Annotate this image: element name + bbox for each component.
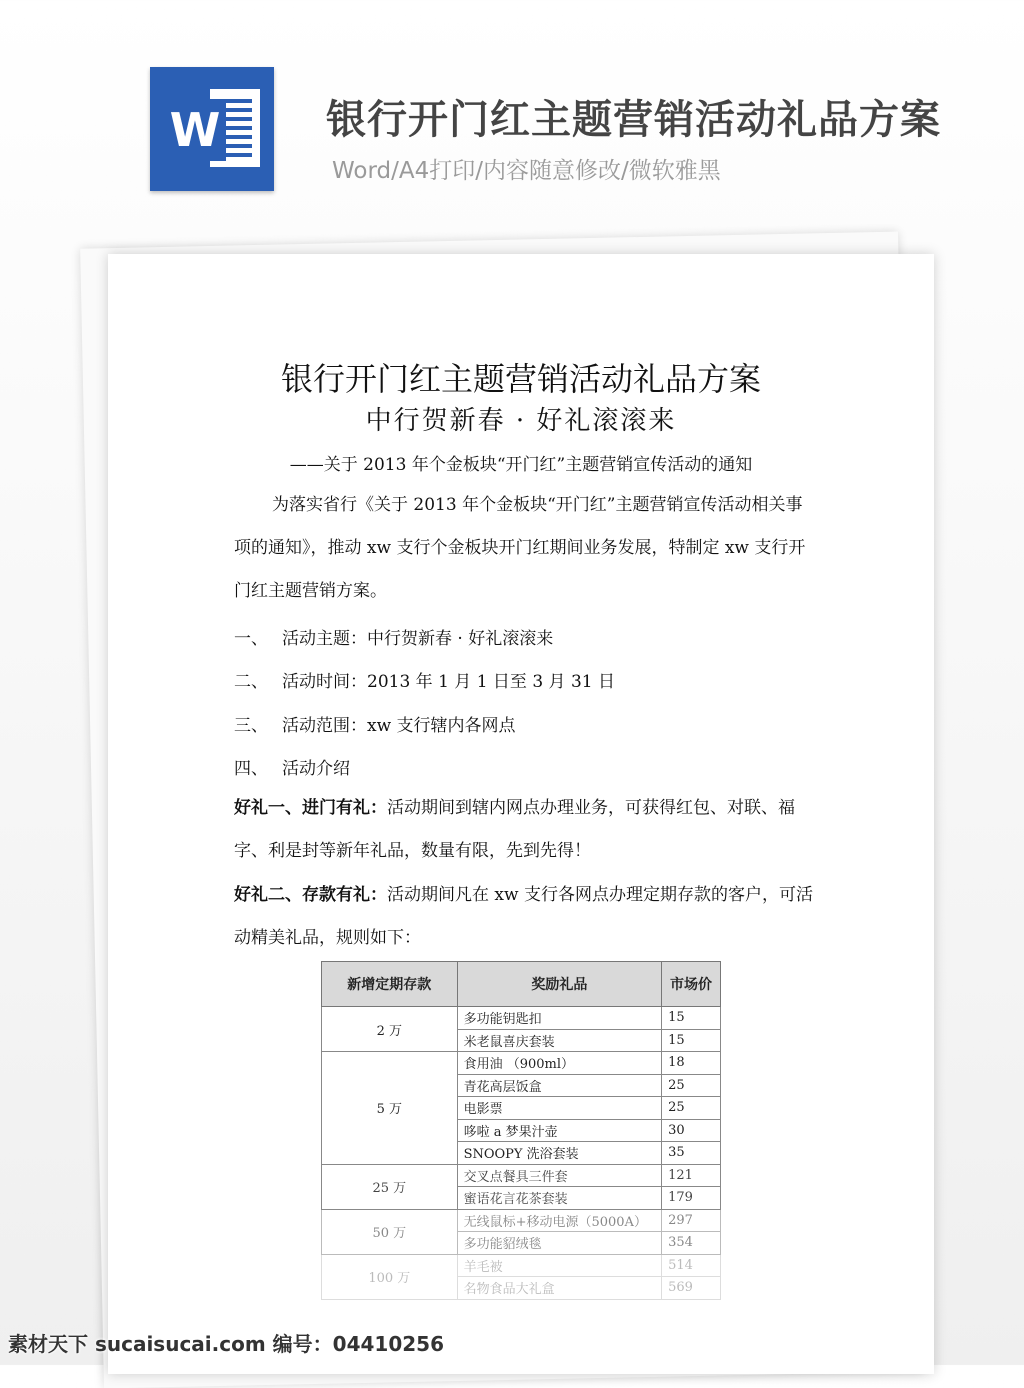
price-cell: 35 [662,1142,721,1165]
column-header-price: 市场价 [662,962,721,1007]
price-cell: 121 [662,1164,721,1187]
list-item [234,711,516,736]
gift1-paragraph [234,787,814,873]
list-item-number: 三、 [234,716,268,736]
document-page [108,254,934,1374]
gift-cell: SNOOPY 洗浴套装 [457,1142,662,1165]
table-row [322,1254,721,1277]
intro-text: 为落实省行《关于 2013 年个金板块“开门红”主题营销宣传活动相关事项的通知》，推动 xw 支行个金板块开门红期间业务发展，特制定 xw 支行开门红主题营销方案。 [234,495,806,601]
list-item [234,754,350,779]
deposit-amount-cell: 5 万 [322,1052,458,1165]
deposit-amount-cell: 100 万 [322,1254,458,1299]
price-cell: 569 [662,1277,721,1300]
word-w-icon: W [164,99,226,161]
price-cell: 297 [662,1209,721,1232]
price-cell: 25 [662,1097,721,1120]
gift-cell: 名物食品大礼盒 [457,1277,662,1300]
price-cell: 179 [662,1187,721,1210]
gift-cell: 米老鼠喜庆套装 [457,1029,662,1052]
price-cell: 15 [662,1029,721,1052]
deposit-amount-cell: 2 万 [322,1007,458,1052]
gift1-text: 活动期间到辖内网点办理业务，可获得红包、对联、福字、利是封等新年礼品，数量有限，先到先得！ [234,798,795,861]
header-subtitle: Word/A4打印/内容随意修改/微软雅黑 [332,158,721,184]
gift2-label: 好礼二、存款有礼： [234,885,387,905]
price-cell: 514 [662,1254,721,1277]
header-title: 银行开门红主题营销活动礼品方案 [326,97,941,143]
column-header-gift: 奖励礼品 [457,962,662,1007]
gift-cell: 哆啦 a 梦果汁壶 [457,1119,662,1142]
list-item [234,667,615,692]
gift-table [321,961,721,1300]
deposit-amount-cell: 25 万 [322,1164,458,1209]
table-row [322,1052,721,1075]
table-header-row [322,962,721,1007]
gift-cell: 交叉点餐具三件套 [457,1164,662,1187]
table-row [322,1164,721,1187]
gift1-label: 好礼一、进门有礼： [234,798,387,818]
price-cell: 354 [662,1232,721,1255]
gift-cell: 羊毛被 [457,1254,662,1277]
gift2-paragraph [234,874,814,960]
gift-cell: 多功能貂绒毯 [457,1232,662,1255]
list-item-text: 活动范围：xw 支行辖内各网点 [282,716,516,736]
gift2-text: 活动期间凡在 xw 支行各网点办理定期存款的客户，可活动精美礼品，规则如下： [234,885,813,948]
gift-cell: 青花高层饭盒 [457,1074,662,1097]
list-item [234,624,553,649]
document-notice-line: ——关于 2013 年个金板块“开门红”主题营销宣传活动的通知 [289,455,753,475]
gift-cell: 电影票 [457,1097,662,1120]
price-cell: 25 [662,1074,721,1097]
column-header-deposit: 新增定期存款 [322,962,458,1007]
price-cell: 30 [662,1119,721,1142]
word-logo [150,67,274,191]
list-item-number: 二、 [234,672,268,692]
document-subtitle: 中行贺新春 · 好礼滚滚来 [365,406,677,436]
gift-cell: 蜜语花言花茶套装 [457,1187,662,1210]
gift-cell: 多功能钥匙扣 [457,1007,662,1030]
deposit-amount-cell: 50 万 [322,1209,458,1254]
list-item-number: 一、 [234,629,268,649]
price-cell: 18 [662,1052,721,1075]
document-title: 银行开门红主题营销活动礼品方案 [280,360,761,398]
watermark: 素材天下 sucaisucai.com 编号：04410256 [8,1332,444,1356]
list-item-text: 活动主题：中行贺新春 · 好礼滚滚来 [282,629,554,649]
intro-paragraph [234,484,814,613]
list-item-number: 四、 [234,759,268,779]
price-cell: 15 [662,1007,721,1030]
table-row [322,1007,721,1030]
list-item-text: 活动时间：2013 年 1 月 1 日至 3 月 31 日 [282,672,615,692]
gift-cell: 食用油 （900ml） [457,1052,662,1075]
gift-cell: 无线鼠标+移动电源（5000A） [457,1209,662,1232]
list-item-text: 活动介绍 [282,759,350,779]
table-row [322,1209,721,1232]
